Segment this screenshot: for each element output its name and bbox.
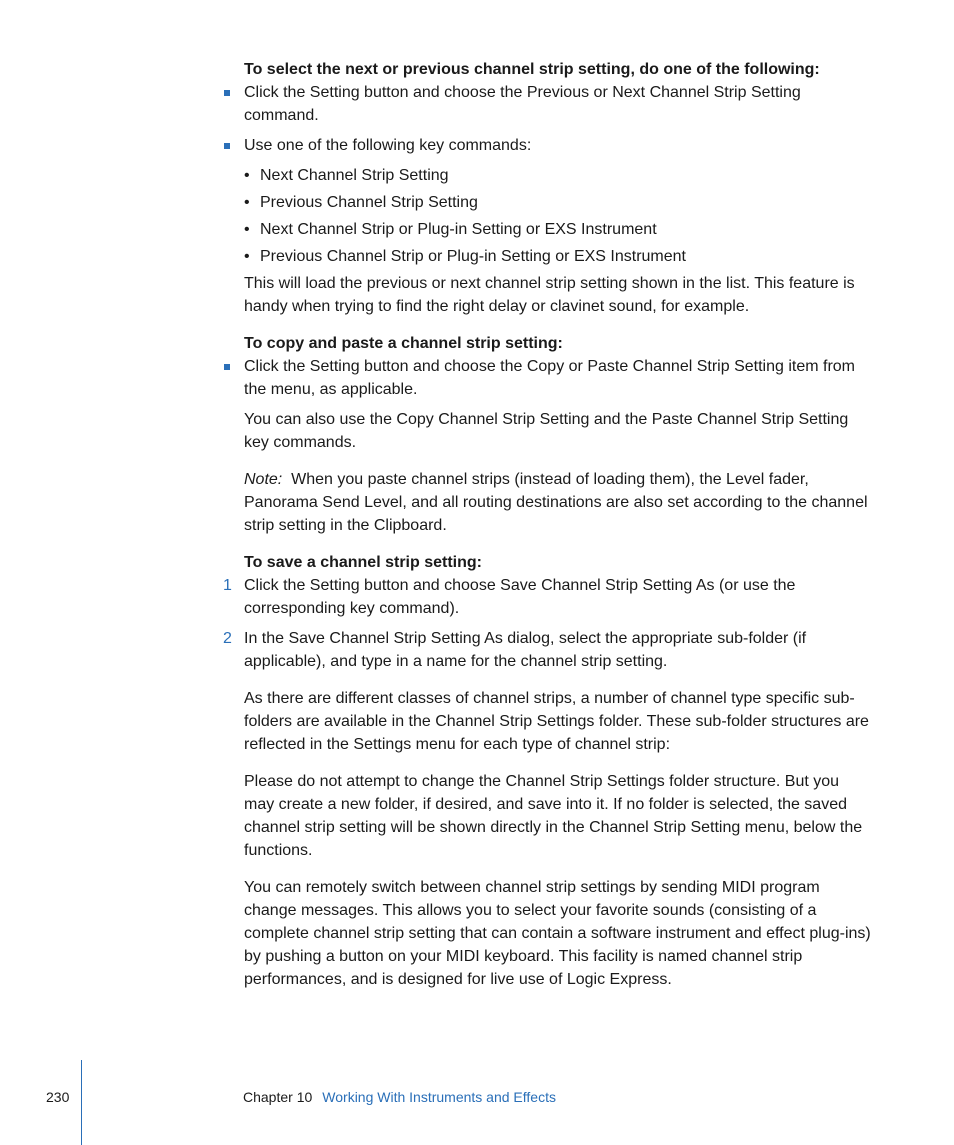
- chapter-label: Chapter 10: [243, 1089, 313, 1105]
- bullet-item: [244, 355, 872, 401]
- list-item: • Previous Channel Strip or Plug-in Setting or EXS Instrument: [244, 245, 872, 268]
- list-item: • Previous Channel Strip Setting: [244, 191, 872, 214]
- dot-bullet-icon: •: [244, 221, 250, 238]
- dot-bullet-icon: •: [244, 194, 250, 211]
- page-number: 230: [46, 1089, 70, 1105]
- step-text: Click the Setting button and choose Save Channel Strip Setting As (or use the corresponding key command).: [244, 577, 796, 617]
- footer-divider: [81, 1060, 82, 1145]
- body-paragraph: You can remotely switch between channel strip settings by sending MIDI program change messages. This allows you to select your favorite sounds (consisting of a complete channel strip setting that can contain a software instrument and effect plug-ins) by pushing a button on your MIDI keyboard. This facility is named channel strip performances, and is designed for live use of Logic Express.: [244, 879, 871, 988]
- bullet-item: [244, 81, 872, 127]
- bullet-text: Click the Setting button and choose the Copy or Paste Channel Strip Setting item from the menu, as applicable.: [244, 358, 855, 398]
- dot-bullet-icon: •: [244, 167, 250, 184]
- step-item: [223, 627, 872, 673]
- page-content: [223, 58, 872, 991]
- square-bullet-icon: [224, 143, 230, 149]
- bullet-text: Use one of the following key commands:: [244, 137, 532, 154]
- step-text: In the Save Channel Strip Setting As dialog, select the appropriate sub-folder (if applicable), and type in a name for the channel strip setting.: [244, 630, 807, 670]
- bullet-item: [244, 134, 872, 157]
- section-heading-copy: To copy and paste a channel strip setting:: [244, 335, 563, 352]
- section-heading-select: To select the next or previous channel strip setting, do one of the following:: [244, 61, 820, 78]
- dot-bullet-icon: •: [244, 248, 250, 265]
- body-paragraph: Please do not attempt to change the Channel Strip Settings folder structure. But you may create a new folder, if desired, and save into it. If no folder is selected, the saved channel strip setting will be shown directly in the Channel Strip Setting menu, below the functions.: [244, 773, 863, 859]
- step-number: 2: [223, 630, 232, 647]
- key-command-list: [244, 164, 872, 268]
- chapter-footer: [243, 1087, 556, 1107]
- body-paragraph: As there are different classes of channel strips, a number of channel type specific sub-folders are available in the Channel Strip Settings folder. These sub-folder structures are reflected in the Settings menu for each type of channel strip:: [244, 690, 869, 753]
- section-heading-save: To save a channel strip setting:: [244, 554, 482, 571]
- body-paragraph: You can also use the Copy Channel Strip Setting and the Paste Channel Strip Setting key commands.: [244, 411, 849, 451]
- square-bullet-icon: [224, 90, 230, 96]
- bullet-text: Click the Setting button and choose the Previous or Next Channel Strip Setting command.: [244, 84, 801, 124]
- chapter-title-link[interactable]: Working With Instruments and Effects: [322, 1089, 556, 1105]
- note-label: Note:: [244, 471, 283, 488]
- note-text: When you paste channel strips (instead of loading them), the Level fader, Panorama Send Level, and all routing destinations are also set according to the channel strip setting in the Clipboard.: [244, 471, 868, 534]
- square-bullet-icon: [224, 364, 230, 370]
- note-paragraph: [244, 468, 872, 537]
- list-item: • Next Channel Strip or Plug-in Setting or EXS Instrument: [244, 218, 872, 241]
- step-number: 1: [223, 577, 232, 594]
- step-item: [223, 574, 872, 620]
- body-paragraph: This will load the previous or next channel strip setting shown in the list. This feature is handy when trying to find the right delay or clavinet sound, for example.: [244, 275, 855, 315]
- list-item: • Next Channel Strip Setting: [244, 164, 872, 187]
